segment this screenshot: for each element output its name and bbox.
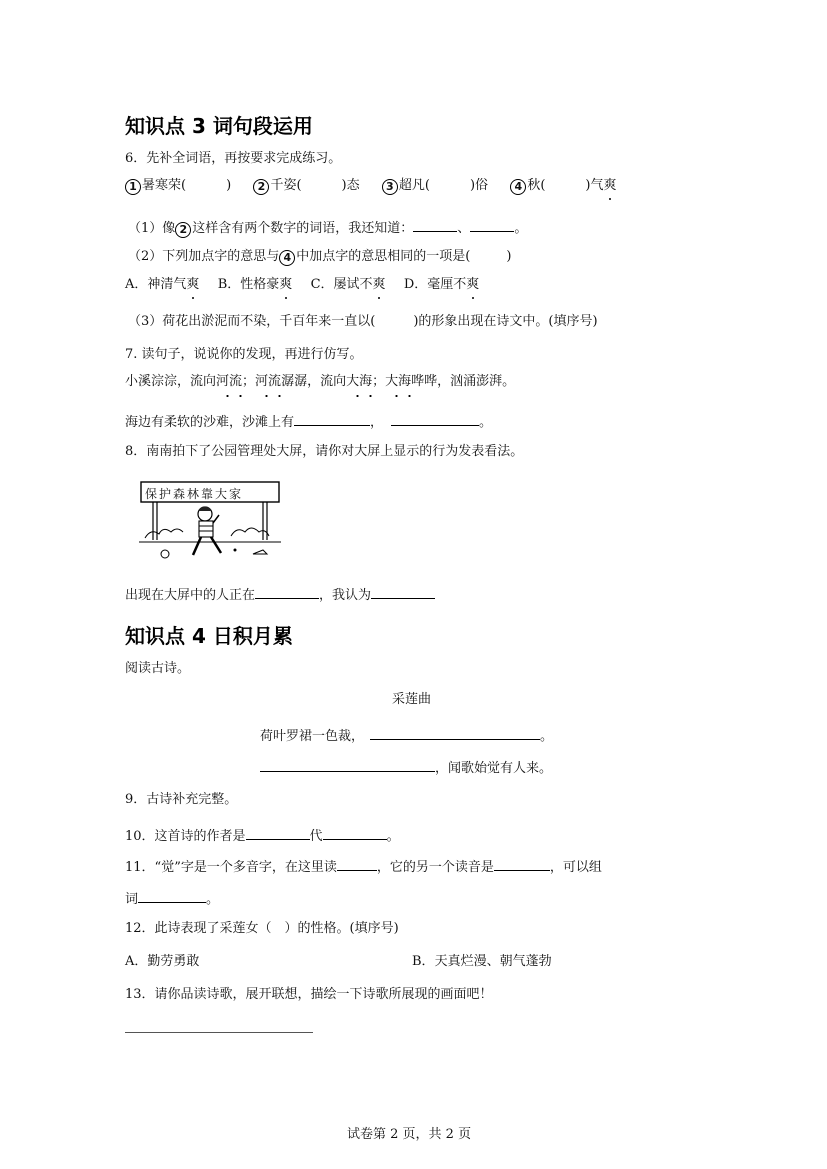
answer-blank[interactable] bbox=[138, 888, 206, 903]
q12-option-b[interactable]: B．天真烂漫、朝气蓬勃 bbox=[412, 954, 552, 969]
answer-blank[interactable] bbox=[470, 217, 514, 232]
q6-item-4: 4 秋( )气爽 bbox=[510, 178, 616, 193]
answer-blank[interactable] bbox=[371, 584, 435, 599]
answer-blank[interactable] bbox=[255, 584, 319, 599]
answer-blank[interactable] bbox=[337, 856, 377, 871]
q13-prompt: 13．请你品读诗歌，展开联想，描绘一下诗歌所展现的画面吧！ bbox=[125, 987, 493, 1002]
q6-items bbox=[125, 177, 616, 195]
q6-sub2: （2）下列加点字的意思与 4 中加点字的意思相同的一项是( ) bbox=[128, 249, 512, 264]
q6-prompt: 6．先补全词语，再按要求完成练习。 bbox=[125, 151, 342, 166]
illustration-litter-walker bbox=[135, 478, 285, 568]
answer-blank[interactable] bbox=[494, 856, 550, 871]
q13-answer-line[interactable] bbox=[125, 1032, 313, 1033]
poem-title: 采莲曲 bbox=[392, 692, 432, 707]
answer-blank[interactable] bbox=[260, 757, 435, 772]
page-footer: 试卷第 2 页，共 2 页 bbox=[347, 1127, 472, 1142]
q10: 10．这首诗的作者是 代 。 bbox=[125, 825, 400, 846]
section4-heading: 知识点 4 日积月累 bbox=[125, 624, 293, 648]
answer-blank[interactable] bbox=[323, 825, 387, 840]
answer-blank[interactable] bbox=[391, 411, 479, 426]
q11-line1: 11．“觉”字是一个多音字，在这里读 ，它的另一个读音是 ，可以组 bbox=[125, 856, 602, 877]
q6-sub1: （1）像 2 这样含有两个数字的词语，我还知道： 、 。 bbox=[128, 217, 527, 238]
answer-blank[interactable] bbox=[370, 725, 540, 740]
option-b[interactable]: B．性格豪爽 bbox=[217, 277, 293, 292]
q6-options bbox=[125, 276, 479, 294]
q12-prompt: 12．此诗表现了采莲女（ ）的性格。(填序号) bbox=[125, 921, 399, 936]
q8-prompt: 8．南南拍下了公园管理处大屏，请你对大屏上显示的行为发表看法。 bbox=[125, 444, 524, 459]
sign-text: 保护森林靠大家 bbox=[145, 487, 244, 501]
q7-sentence: 小溪淙淙，流向河流；河流潺潺，流向大海；大海哗哗，汹涌澎湃。 bbox=[125, 374, 516, 389]
option-d[interactable]: D．毫厘不爽 bbox=[403, 277, 480, 292]
q7-imitation: 海边有柔软的沙难，沙滩上有 ， 。 bbox=[125, 411, 492, 432]
q7-prompt: 7. 读句子，说说你的发现，再进行仿写。 bbox=[125, 347, 363, 362]
poem-line-2: ，闻歌始觉有人来。 bbox=[260, 757, 552, 778]
answer-blank[interactable] bbox=[294, 411, 370, 426]
q9-prompt: 9．古诗补充完整。 bbox=[125, 792, 238, 807]
option-a[interactable]: A．神清气爽 bbox=[125, 277, 200, 292]
q8-answer: 出现在大屏中的人正在 ，我认为 bbox=[125, 584, 435, 605]
q11-line2: 词 。 bbox=[125, 888, 219, 909]
answer-blank[interactable] bbox=[246, 825, 310, 840]
q6-item-2: 2 千姿( )态 bbox=[253, 178, 359, 193]
answer-blank[interactable] bbox=[413, 217, 457, 232]
option-c[interactable]: C．屡试不爽 bbox=[310, 277, 386, 292]
section3-heading: 知识点 3 词句段运用 bbox=[125, 114, 313, 138]
poem-line-1: 荷叶罗裙一色裁， 。 bbox=[260, 725, 553, 746]
q12-option-a[interactable]: A．勤劳勇敢 bbox=[125, 954, 200, 969]
q6-item-3: 3 超凡( )俗 bbox=[382, 178, 488, 193]
q6-sub3: （3）荷花出淤泥而不染，千百年来一直以( )的形象出现在诗文中。(填序号) bbox=[128, 314, 598, 329]
q6-item-1: 1 暑寒荣( ) bbox=[125, 178, 231, 193]
section4-intro: 阅读古诗。 bbox=[125, 661, 191, 676]
